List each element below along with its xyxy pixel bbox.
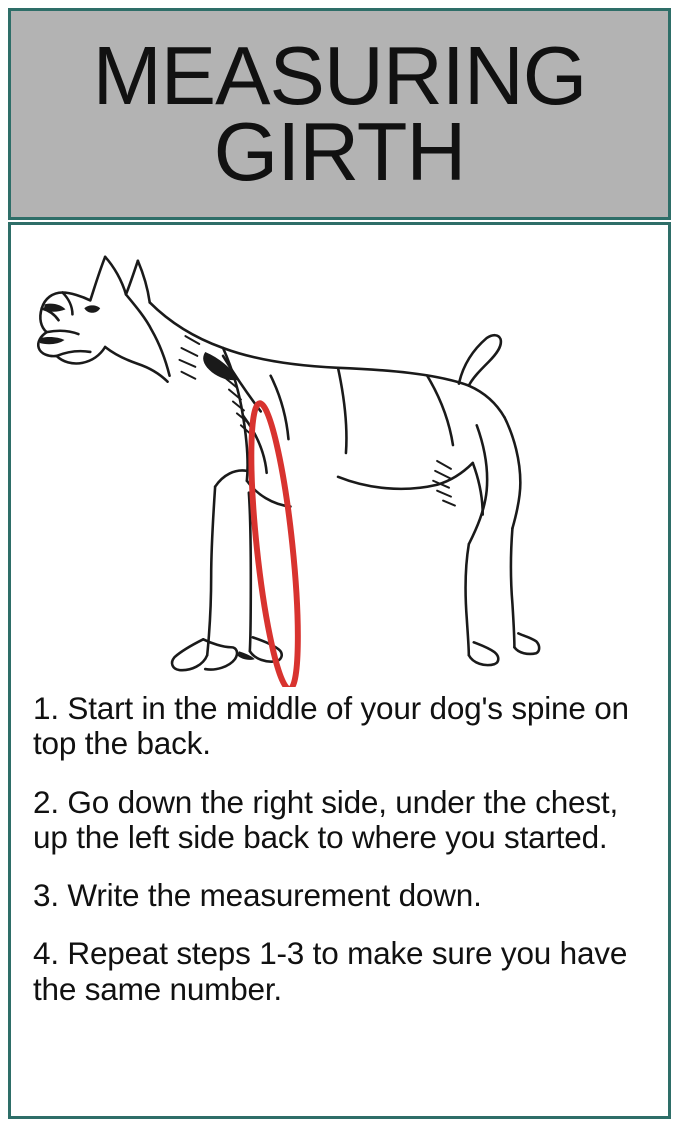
instructions-list <box>11 687 668 1116</box>
poster-body <box>8 222 671 1119</box>
dog-illustration <box>11 225 668 687</box>
dog-outline-group <box>38 257 539 670</box>
instruction-step-2: 2. Go down the right side, under the chest, up the left side back to where you started. <box>33 783 619 855</box>
page-title-line-2: GIRTH <box>213 105 466 198</box>
instruction-step-3: 3. Write the measurement down. <box>33 877 482 914</box>
page-title-line-1: MEASURING <box>92 28 587 122</box>
poster-header <box>8 8 671 220</box>
instruction-step-4: 4. Repeat steps 1-3 to make sure you have the same number. <box>33 935 628 1007</box>
page-title <box>87 28 593 198</box>
instruction-step-1: 1. Start in the middle of your dog's spine on top the back. <box>33 690 629 762</box>
